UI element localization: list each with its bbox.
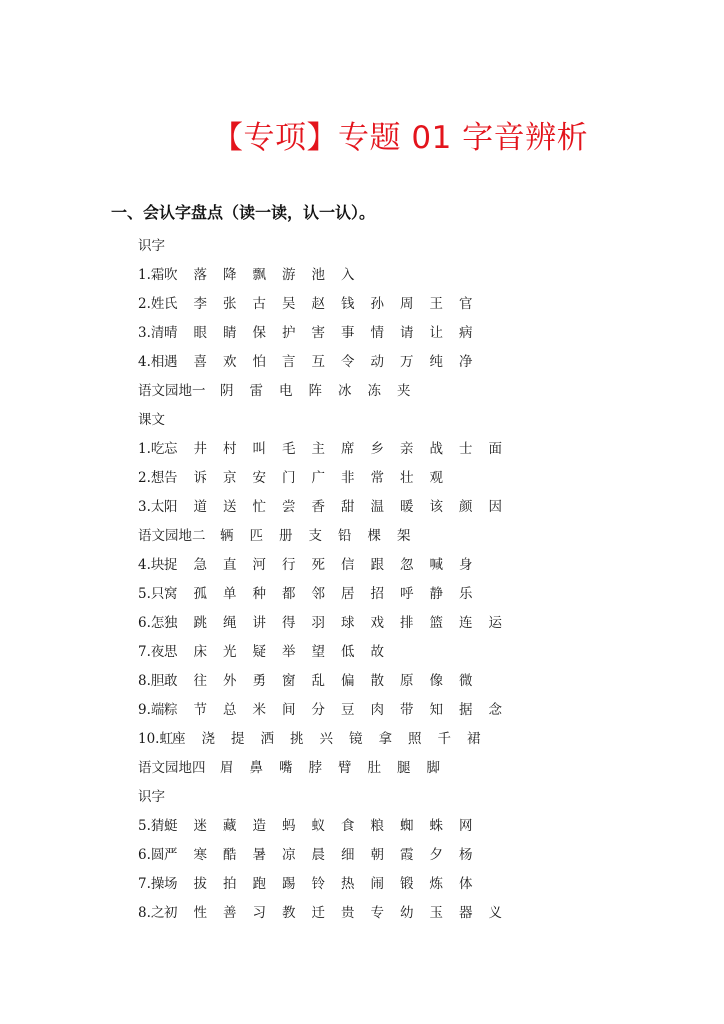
section-heading: 一、会认字盘点（读一读，认一认）。 <box>111 203 376 222</box>
character: 毛 <box>282 441 296 457</box>
character: 铃 <box>311 876 325 892</box>
character: 入 <box>341 267 355 283</box>
character-row <box>138 377 510 406</box>
character: 座 <box>172 731 186 747</box>
character: 暑 <box>252 847 266 863</box>
character: 故 <box>370 644 384 660</box>
character: 拿 <box>378 731 392 747</box>
character: 豆 <box>341 702 355 718</box>
character: 信 <box>341 557 355 573</box>
character: 热 <box>341 876 355 892</box>
character: 池 <box>311 267 325 283</box>
character: 分 <box>311 702 325 718</box>
character: 遇 <box>164 354 178 370</box>
character: 眼 <box>193 325 207 341</box>
character: 井 <box>193 441 207 457</box>
character: 送 <box>223 499 237 515</box>
character: 蜘 <box>400 818 414 834</box>
character: 千 <box>437 731 451 747</box>
character: 窝 <box>164 586 178 602</box>
character: 讲 <box>252 615 266 631</box>
character: 细 <box>341 847 355 863</box>
character: 降 <box>223 267 237 283</box>
character: 提 <box>231 731 245 747</box>
character: 跑 <box>252 876 266 892</box>
character: 迁 <box>311 905 325 921</box>
character: 乐 <box>459 586 473 602</box>
character: 居 <box>341 586 355 602</box>
character: 球 <box>341 615 355 631</box>
group-label <box>138 783 510 812</box>
character: 夕 <box>429 847 443 863</box>
character-row <box>138 754 510 783</box>
character: 蜓 <box>164 818 178 834</box>
character: 主 <box>311 441 325 457</box>
character: 蛛 <box>429 818 443 834</box>
character: 晨 <box>311 847 325 863</box>
character: 教 <box>282 905 296 921</box>
character-row <box>138 261 510 290</box>
character: 欢 <box>223 354 237 370</box>
character: 总 <box>223 702 237 718</box>
character: 间 <box>282 702 296 718</box>
character: 敢 <box>164 673 178 689</box>
character: 呼 <box>400 586 414 602</box>
row-head: 3.清 <box>138 325 165 341</box>
character: 甜 <box>341 499 355 515</box>
group-label-text: 识字 <box>138 238 165 254</box>
character: 支 <box>308 528 322 544</box>
character: 捉 <box>164 557 178 573</box>
character: 急 <box>193 557 207 573</box>
character: 门 <box>282 470 296 486</box>
character: 连 <box>459 615 473 631</box>
character: 造 <box>252 818 266 834</box>
character: 粮 <box>370 818 384 834</box>
character: 霞 <box>400 847 414 863</box>
character: 跟 <box>370 557 384 573</box>
character: 锻 <box>400 876 414 892</box>
character: 害 <box>311 325 325 341</box>
character: 孤 <box>193 586 207 602</box>
character: 带 <box>400 702 414 718</box>
character: 电 <box>279 383 293 399</box>
character: 张 <box>223 296 237 312</box>
character-row <box>138 290 510 319</box>
character: 拍 <box>223 876 237 892</box>
row-head: 9.端 <box>138 702 165 718</box>
character: 诉 <box>193 470 207 486</box>
character: 游 <box>282 267 296 283</box>
character-row <box>138 696 510 725</box>
character: 非 <box>341 470 355 486</box>
character: 吴 <box>282 296 296 312</box>
row-head: 语文园地四 <box>138 760 206 776</box>
character: 床 <box>193 644 207 660</box>
row-head: 2.想 <box>138 470 165 486</box>
row-head: 8.之 <box>138 905 165 921</box>
character: 原 <box>400 673 414 689</box>
character: 严 <box>164 847 178 863</box>
character: 低 <box>341 644 355 660</box>
character: 赵 <box>311 296 325 312</box>
character: 该 <box>429 499 443 515</box>
character: 李 <box>193 296 207 312</box>
character: 阵 <box>308 383 322 399</box>
character: 忘 <box>164 441 178 457</box>
character: 绳 <box>223 615 237 631</box>
character: 嘴 <box>279 760 293 776</box>
character: 望 <box>311 644 325 660</box>
row-head: 1.吃 <box>138 441 165 457</box>
character: 士 <box>459 441 473 457</box>
character: 乡 <box>370 441 384 457</box>
character: 拔 <box>193 876 207 892</box>
row-head: 语文园地二 <box>138 528 206 544</box>
character-row <box>138 812 510 841</box>
character: 夹 <box>397 383 411 399</box>
character-row <box>138 319 510 348</box>
character: 独 <box>164 615 178 631</box>
character: 羽 <box>311 615 325 631</box>
character: 广 <box>311 470 325 486</box>
character: 招 <box>370 586 384 602</box>
character: 裙 <box>467 731 481 747</box>
character: 蚁 <box>311 818 325 834</box>
character-row <box>138 609 510 638</box>
character: 吹 <box>164 267 178 283</box>
character: 古 <box>252 296 266 312</box>
character: 忙 <box>252 499 266 515</box>
character: 保 <box>252 325 266 341</box>
row-head: 1.霜 <box>138 267 165 283</box>
character: 晴 <box>164 325 178 341</box>
character: 周 <box>400 296 414 312</box>
character: 挑 <box>290 731 304 747</box>
character: 腿 <box>397 760 411 776</box>
character: 乱 <box>311 673 325 689</box>
character: 互 <box>311 354 325 370</box>
character: 静 <box>429 586 443 602</box>
character: 睛 <box>223 325 237 341</box>
character: 喊 <box>429 557 443 573</box>
character: 排 <box>400 615 414 631</box>
character-row <box>138 348 510 377</box>
character: 香 <box>311 499 325 515</box>
character: 脚 <box>426 760 440 776</box>
character: 让 <box>429 325 443 341</box>
character-row <box>138 435 510 464</box>
character: 凉 <box>282 847 296 863</box>
character-row <box>138 638 510 667</box>
row-head: 6.圆 <box>138 847 165 863</box>
character: 玉 <box>429 905 443 921</box>
character: 阳 <box>164 499 178 515</box>
character: 颜 <box>459 499 473 515</box>
row-head: 6.怎 <box>138 615 165 631</box>
character: 因 <box>488 499 502 515</box>
character: 勇 <box>252 673 266 689</box>
character: 亲 <box>400 441 414 457</box>
character: 脖 <box>308 760 322 776</box>
character: 性 <box>193 905 207 921</box>
character: 杨 <box>459 847 473 863</box>
character: 雷 <box>249 383 263 399</box>
character-row <box>138 551 510 580</box>
character: 京 <box>223 470 237 486</box>
character: 幼 <box>400 905 414 921</box>
character: 戏 <box>370 615 384 631</box>
character: 死 <box>311 557 325 573</box>
character: 席 <box>341 441 355 457</box>
character: 义 <box>488 905 502 921</box>
character: 安 <box>252 470 266 486</box>
character: 道 <box>193 499 207 515</box>
character: 散 <box>370 673 384 689</box>
character: 米 <box>252 702 266 718</box>
character: 兴 <box>319 731 333 747</box>
row-head: 3.太 <box>138 499 165 515</box>
character: 战 <box>429 441 443 457</box>
character: 纯 <box>429 354 443 370</box>
character-row <box>138 464 510 493</box>
character: 动 <box>370 354 384 370</box>
character: 跳 <box>193 615 207 631</box>
row-head: 10.虹 <box>138 731 173 747</box>
character: 蚂 <box>282 818 296 834</box>
character: 藏 <box>223 818 237 834</box>
row-head: 5.猜 <box>138 818 165 834</box>
character: 怕 <box>252 354 266 370</box>
character: 迷 <box>193 818 207 834</box>
character: 运 <box>488 615 502 631</box>
character: 阴 <box>220 383 234 399</box>
character: 单 <box>223 586 237 602</box>
character: 氏 <box>164 296 178 312</box>
character: 光 <box>223 644 237 660</box>
character: 病 <box>459 325 473 341</box>
character: 令 <box>341 354 355 370</box>
character: 肉 <box>370 702 384 718</box>
character: 念 <box>488 702 502 718</box>
character: 钱 <box>341 296 355 312</box>
character: 食 <box>341 818 355 834</box>
character: 冰 <box>338 383 352 399</box>
character: 专 <box>370 905 384 921</box>
character: 册 <box>279 528 293 544</box>
character: 闹 <box>370 876 384 892</box>
character: 得 <box>282 615 296 631</box>
character: 往 <box>193 673 207 689</box>
character: 净 <box>459 354 473 370</box>
character: 事 <box>341 325 355 341</box>
character: 偏 <box>341 673 355 689</box>
character: 护 <box>282 325 296 341</box>
character: 壮 <box>400 470 414 486</box>
row-head: 7.夜 <box>138 644 165 660</box>
document-title-text: 【专项】专题 01 字音辨析 <box>212 120 589 156</box>
character: 贵 <box>341 905 355 921</box>
character: 浇 <box>201 731 215 747</box>
character: 朝 <box>370 847 384 863</box>
character: 冻 <box>367 383 381 399</box>
character-row <box>138 841 510 870</box>
character: 尝 <box>282 499 296 515</box>
character: 体 <box>459 876 473 892</box>
character: 喜 <box>193 354 207 370</box>
character: 铅 <box>338 528 352 544</box>
row-head: 5.只 <box>138 586 165 602</box>
character-row <box>138 493 510 522</box>
character: 告 <box>164 470 178 486</box>
character: 王 <box>429 296 443 312</box>
character: 像 <box>429 673 443 689</box>
character: 外 <box>223 673 237 689</box>
character: 请 <box>400 325 414 341</box>
character: 踢 <box>282 876 296 892</box>
character: 粽 <box>164 702 178 718</box>
character: 节 <box>193 702 207 718</box>
character: 炼 <box>429 876 443 892</box>
character: 架 <box>397 528 411 544</box>
character: 直 <box>223 557 237 573</box>
character: 窗 <box>282 673 296 689</box>
character: 疑 <box>252 644 266 660</box>
character: 孙 <box>370 296 384 312</box>
character-row <box>138 725 510 754</box>
character: 肚 <box>367 760 381 776</box>
character-row <box>138 667 510 696</box>
row-head: 4.块 <box>138 557 165 573</box>
character: 面 <box>488 441 502 457</box>
character: 酷 <box>223 847 237 863</box>
character: 河 <box>252 557 266 573</box>
character: 邻 <box>311 586 325 602</box>
character: 飘 <box>252 267 266 283</box>
character: 眉 <box>220 760 234 776</box>
character: 情 <box>370 325 384 341</box>
group-label <box>138 232 510 261</box>
character: 温 <box>370 499 384 515</box>
row-head: 8.胆 <box>138 673 165 689</box>
character: 镜 <box>349 731 363 747</box>
character: 初 <box>164 905 178 921</box>
character: 篮 <box>429 615 443 631</box>
character: 落 <box>193 267 207 283</box>
character: 臂 <box>338 760 352 776</box>
character: 忽 <box>400 557 414 573</box>
row-head: 4.相 <box>138 354 165 370</box>
character: 万 <box>400 354 414 370</box>
character: 棵 <box>367 528 381 544</box>
row-head: 语文园地一 <box>138 383 206 399</box>
character: 叫 <box>252 441 266 457</box>
character: 洒 <box>260 731 274 747</box>
character: 举 <box>282 644 296 660</box>
character: 网 <box>459 818 473 834</box>
character: 言 <box>282 354 296 370</box>
character: 照 <box>408 731 422 747</box>
group-label <box>138 406 510 435</box>
character: 观 <box>429 470 443 486</box>
character: 场 <box>164 876 178 892</box>
character-list <box>138 232 510 928</box>
character: 微 <box>459 673 473 689</box>
character: 暖 <box>400 499 414 515</box>
row-head: 2.姓 <box>138 296 165 312</box>
character-row <box>138 580 510 609</box>
character: 辆 <box>220 528 234 544</box>
character: 都 <box>282 586 296 602</box>
character: 知 <box>429 702 443 718</box>
character-row <box>138 522 510 551</box>
character: 据 <box>459 702 473 718</box>
character: 思 <box>164 644 178 660</box>
character: 村 <box>223 441 237 457</box>
character: 善 <box>223 905 237 921</box>
character: 种 <box>252 586 266 602</box>
character: 器 <box>459 905 473 921</box>
group-label-text: 课文 <box>138 412 165 428</box>
character: 鼻 <box>249 760 263 776</box>
row-head: 7.操 <box>138 876 165 892</box>
character: 常 <box>370 470 384 486</box>
character: 匹 <box>249 528 263 544</box>
character: 行 <box>282 557 296 573</box>
character: 习 <box>252 905 266 921</box>
character: 身 <box>459 557 473 573</box>
character: 官 <box>459 296 473 312</box>
character: 寒 <box>193 847 207 863</box>
group-label-text: 识字 <box>138 789 165 805</box>
character-row <box>138 870 510 899</box>
character-row <box>138 899 510 928</box>
